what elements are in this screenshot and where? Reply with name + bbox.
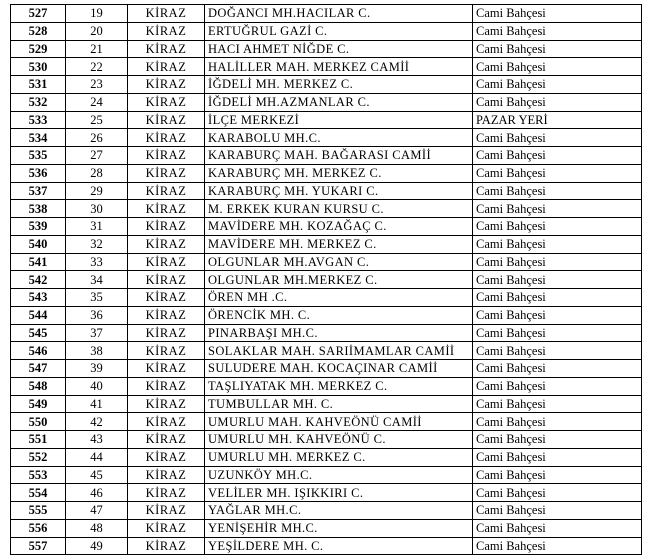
location-name-cell: TUMBULLAR MH. C. xyxy=(205,395,473,413)
location-name-cell: ERTUĞRUL GAZİ C. xyxy=(205,22,473,40)
sequence-cell: 41 xyxy=(66,395,128,413)
row-number-cell: 536 xyxy=(11,164,66,182)
row-number-cell: 545 xyxy=(11,324,66,342)
sequence-cell: 40 xyxy=(66,377,128,395)
table-row xyxy=(11,413,642,431)
location-name-cell: OLGUNLAR MH.MERKEZ C. xyxy=(205,271,473,289)
sequence-cell: 45 xyxy=(66,466,128,484)
district-cell: KİRAZ xyxy=(128,360,205,378)
district-cell: KİRAZ xyxy=(128,324,205,342)
place-cell: Cami Bahçesi xyxy=(473,129,642,147)
location-name-cell: UMURLU MH. KAHVEÖNÜ C. xyxy=(205,431,473,449)
sequence-cell: 39 xyxy=(66,360,128,378)
district-cell: KİRAZ xyxy=(128,58,205,76)
sequence-cell: 23 xyxy=(66,76,128,94)
location-name-cell: KARABURÇ MH. MERKEZ C. xyxy=(205,164,473,182)
sequence-cell: 33 xyxy=(66,253,128,271)
table-row xyxy=(11,306,642,324)
row-number-cell: 532 xyxy=(11,93,66,111)
table-row xyxy=(11,200,642,218)
row-number-cell: 541 xyxy=(11,253,66,271)
table-row xyxy=(11,58,642,76)
table-row xyxy=(11,182,642,200)
row-number-cell: 544 xyxy=(11,306,66,324)
sequence-cell: 44 xyxy=(66,448,128,466)
district-cell: KİRAZ xyxy=(128,395,205,413)
place-cell: Cami Bahçesi xyxy=(473,58,642,76)
table-row xyxy=(11,271,642,289)
row-number-cell: 548 xyxy=(11,377,66,395)
district-cell: KİRAZ xyxy=(128,537,205,555)
row-number-cell: 530 xyxy=(11,58,66,76)
table-row xyxy=(11,360,642,378)
place-cell: Cami Bahçesi xyxy=(473,253,642,271)
place-cell: Cami Bahçesi xyxy=(473,448,642,466)
sequence-cell: 25 xyxy=(66,111,128,129)
place-cell: Cami Bahçesi xyxy=(473,484,642,502)
table-row xyxy=(11,377,642,395)
district-cell: KİRAZ xyxy=(128,5,205,23)
place-cell: Cami Bahçesi xyxy=(473,431,642,449)
district-cell: KİRAZ xyxy=(128,342,205,360)
location-table xyxy=(10,4,642,555)
document-page xyxy=(10,4,642,555)
sequence-cell: 19 xyxy=(66,5,128,23)
district-cell: KİRAZ xyxy=(128,218,205,236)
sequence-cell: 21 xyxy=(66,40,128,58)
location-name-cell: VELİLER MH. IŞIKKIRI C. xyxy=(205,484,473,502)
row-number-cell: 546 xyxy=(11,342,66,360)
place-cell: Cami Bahçesi xyxy=(473,164,642,182)
location-name-cell: ÖRENCİK MH. C. xyxy=(205,306,473,324)
table-row xyxy=(11,502,642,520)
row-number-cell: 551 xyxy=(11,431,66,449)
district-cell: KİRAZ xyxy=(128,448,205,466)
place-cell: Cami Bahçesi xyxy=(473,235,642,253)
district-cell: KİRAZ xyxy=(128,377,205,395)
location-name-cell: YAĞLAR MH.C. xyxy=(205,502,473,520)
place-cell: Cami Bahçesi xyxy=(473,537,642,555)
location-name-cell: KARABURÇ MAH. BAĞARASI CAMİİ xyxy=(205,147,473,165)
place-cell: Cami Bahçesi xyxy=(473,22,642,40)
location-name-cell: KARABURÇ MH. YUKARI C. xyxy=(205,182,473,200)
table-row xyxy=(11,342,642,360)
location-name-cell: DOĞANCI MH.HACILAR C. xyxy=(205,5,473,23)
location-name-cell: UZUNKÖY MH.C. xyxy=(205,466,473,484)
place-cell: Cami Bahçesi xyxy=(473,360,642,378)
table-row xyxy=(11,164,642,182)
location-name-cell: SOLAKLAR MAH. SARIİMAMLAR CAMİİ xyxy=(205,342,473,360)
place-cell: Cami Bahçesi xyxy=(473,519,642,537)
table-body xyxy=(11,5,642,555)
location-name-cell: HACI AHMET NİĞDE C. xyxy=(205,40,473,58)
sequence-cell: 22 xyxy=(66,58,128,76)
district-cell: KİRAZ xyxy=(128,253,205,271)
sequence-cell: 28 xyxy=(66,164,128,182)
district-cell: KİRAZ xyxy=(128,235,205,253)
district-cell: KİRAZ xyxy=(128,502,205,520)
sequence-cell: 48 xyxy=(66,519,128,537)
sequence-cell: 46 xyxy=(66,484,128,502)
table-row xyxy=(11,484,642,502)
sequence-cell: 49 xyxy=(66,537,128,555)
place-cell: Cami Bahçesi xyxy=(473,76,642,94)
location-name-cell: UMURLU MAH. KAHVEÖNÜ CAMİİ xyxy=(205,413,473,431)
district-cell: KİRAZ xyxy=(128,431,205,449)
table-row xyxy=(11,431,642,449)
table-row xyxy=(11,22,642,40)
district-cell: KİRAZ xyxy=(128,306,205,324)
row-number-cell: 556 xyxy=(11,519,66,537)
row-number-cell: 529 xyxy=(11,40,66,58)
district-cell: KİRAZ xyxy=(128,22,205,40)
place-cell: Cami Bahçesi xyxy=(473,93,642,111)
place-cell: Cami Bahçesi xyxy=(473,377,642,395)
row-number-cell: 543 xyxy=(11,289,66,307)
location-name-cell: İĞDELİ MH.AZMANLAR C. xyxy=(205,93,473,111)
district-cell: KİRAZ xyxy=(128,519,205,537)
row-number-cell: 555 xyxy=(11,502,66,520)
district-cell: KİRAZ xyxy=(128,484,205,502)
place-cell: Cami Bahçesi xyxy=(473,5,642,23)
row-number-cell: 535 xyxy=(11,147,66,165)
sequence-cell: 26 xyxy=(66,129,128,147)
district-cell: KİRAZ xyxy=(128,289,205,307)
row-number-cell: 542 xyxy=(11,271,66,289)
row-number-cell: 553 xyxy=(11,466,66,484)
table-row xyxy=(11,218,642,236)
row-number-cell: 534 xyxy=(11,129,66,147)
table-row xyxy=(11,147,642,165)
sequence-cell: 27 xyxy=(66,147,128,165)
table-row xyxy=(11,537,642,555)
district-cell: KİRAZ xyxy=(128,182,205,200)
location-name-cell: M. ERKEK KURAN KURSU C. xyxy=(205,200,473,218)
sequence-cell: 37 xyxy=(66,324,128,342)
place-cell: Cami Bahçesi xyxy=(473,413,642,431)
place-cell: Cami Bahçesi xyxy=(473,306,642,324)
row-number-cell: 552 xyxy=(11,448,66,466)
place-cell: Cami Bahçesi xyxy=(473,147,642,165)
sequence-cell: 47 xyxy=(66,502,128,520)
table-row xyxy=(11,289,642,307)
table-row xyxy=(11,129,642,147)
location-name-cell: YEŞİLDERE MH. C. xyxy=(205,537,473,555)
place-cell: Cami Bahçesi xyxy=(473,466,642,484)
row-number-cell: 540 xyxy=(11,235,66,253)
place-cell: Cami Bahçesi xyxy=(473,289,642,307)
location-name-cell: KARABOLU MH.C. xyxy=(205,129,473,147)
location-name-cell: İĞDELİ MH. MERKEZ C. xyxy=(205,76,473,94)
row-number-cell: 547 xyxy=(11,360,66,378)
district-cell: KİRAZ xyxy=(128,147,205,165)
location-name-cell: HALİLLER MAH. MERKEZ CAMİİ xyxy=(205,58,473,76)
table-row xyxy=(11,448,642,466)
place-cell: Cami Bahçesi xyxy=(473,502,642,520)
place-cell: Cami Bahçesi xyxy=(473,182,642,200)
district-cell: KİRAZ xyxy=(128,40,205,58)
table-row xyxy=(11,324,642,342)
table-row xyxy=(11,235,642,253)
sequence-cell: 36 xyxy=(66,306,128,324)
location-name-cell: MAVİDERE MH. KOZAĞAÇ C. xyxy=(205,218,473,236)
row-number-cell: 533 xyxy=(11,111,66,129)
district-cell: KİRAZ xyxy=(128,164,205,182)
district-cell: KİRAZ xyxy=(128,129,205,147)
place-cell: Cami Bahçesi xyxy=(473,218,642,236)
location-name-cell: MAVİDERE MH. MERKEZ C. xyxy=(205,235,473,253)
sequence-cell: 42 xyxy=(66,413,128,431)
district-cell: KİRAZ xyxy=(128,466,205,484)
place-cell: Cami Bahçesi xyxy=(473,271,642,289)
location-name-cell: PINARBAŞI MH.C. xyxy=(205,324,473,342)
location-name-cell: OLGUNLAR MH.AVGAN C. xyxy=(205,253,473,271)
district-cell: KİRAZ xyxy=(128,111,205,129)
sequence-cell: 20 xyxy=(66,22,128,40)
place-cell: PAZAR YERİ xyxy=(473,111,642,129)
location-name-cell: ÖREN MH .C. xyxy=(205,289,473,307)
sequence-cell: 31 xyxy=(66,218,128,236)
district-cell: KİRAZ xyxy=(128,76,205,94)
row-number-cell: 539 xyxy=(11,218,66,236)
sequence-cell: 38 xyxy=(66,342,128,360)
table-row xyxy=(11,40,642,58)
district-cell: KİRAZ xyxy=(128,271,205,289)
district-cell: KİRAZ xyxy=(128,93,205,111)
place-cell: Cami Bahçesi xyxy=(473,342,642,360)
row-number-cell: 531 xyxy=(11,76,66,94)
table-row xyxy=(11,111,642,129)
table-row xyxy=(11,519,642,537)
table-row xyxy=(11,5,642,23)
table-row xyxy=(11,253,642,271)
place-cell: Cami Bahçesi xyxy=(473,324,642,342)
row-number-cell: 538 xyxy=(11,200,66,218)
sequence-cell: 30 xyxy=(66,200,128,218)
sequence-cell: 32 xyxy=(66,235,128,253)
row-number-cell: 549 xyxy=(11,395,66,413)
row-number-cell: 528 xyxy=(11,22,66,40)
district-cell: KİRAZ xyxy=(128,200,205,218)
sequence-cell: 34 xyxy=(66,271,128,289)
place-cell: Cami Bahçesi xyxy=(473,200,642,218)
row-number-cell: 527 xyxy=(11,5,66,23)
row-number-cell: 554 xyxy=(11,484,66,502)
table-row xyxy=(11,76,642,94)
district-cell: KİRAZ xyxy=(128,413,205,431)
sequence-cell: 35 xyxy=(66,289,128,307)
table-row xyxy=(11,395,642,413)
table-row xyxy=(11,466,642,484)
sequence-cell: 29 xyxy=(66,182,128,200)
location-name-cell: SULUDERE MAH. KOCAÇINAR CAMİİ xyxy=(205,360,473,378)
location-name-cell: İLÇE MERKEZİ xyxy=(205,111,473,129)
row-number-cell: 550 xyxy=(11,413,66,431)
row-number-cell: 557 xyxy=(11,537,66,555)
location-name-cell: UMURLU MH. MERKEZ C. xyxy=(205,448,473,466)
table-row xyxy=(11,93,642,111)
place-cell: Cami Bahçesi xyxy=(473,395,642,413)
sequence-cell: 43 xyxy=(66,431,128,449)
row-number-cell: 537 xyxy=(11,182,66,200)
location-name-cell: TAŞLIYATAK MH. MERKEZ C. xyxy=(205,377,473,395)
sequence-cell: 24 xyxy=(66,93,128,111)
location-name-cell: YENİŞEHİR MH.C. xyxy=(205,519,473,537)
place-cell: Cami Bahçesi xyxy=(473,40,642,58)
